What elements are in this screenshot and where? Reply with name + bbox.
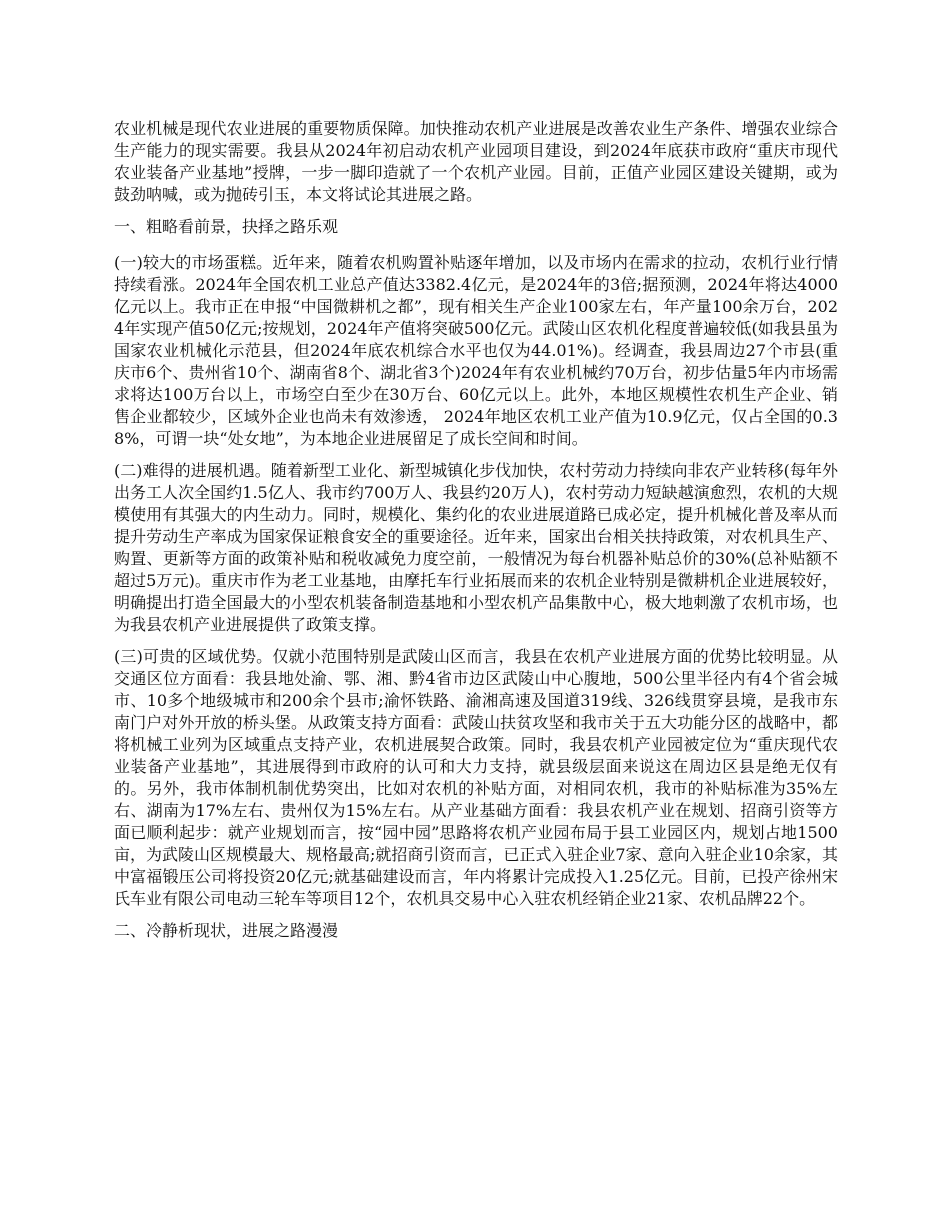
paragraph-regional-advantage: (三)可贵的区域优势。仅就小范围特别是武陵山区而言，我县在农机产业进展方面的优势比较明显。从交通区位方面看：我县地处渝、鄂、湘、黔4省市边区武陵山中心腹地，500公里半径内有4个省会城市、10多个地级城市和200余个县市;渝怀铁路、渝湘高速及国道319线、326线贯穿县境，是我市东南门户对外开放的桥头堡。从政策支持方面看：武陵山扶贫攻坚和我市关于五大功能分区的战略中，都将机械工业列为区域重点支持产业，农机进展契合政策。同时，我县农机产业园被定位为“重庆现代农业装备产业基地”，其进展得到市政府的认可和大力支持，就县级层面来说这在周边区县是绝无仅有的。另外，我市体制机制优势突出，比如对农机的补贴方面，对相同农机，我市的补贴标准为35%左右、湖南为17%左右、贵州仅为15%左右。从产业基础方面看：我县农机产业在规划、招商引资等方面已顺利起步：就产业规划而言，按“园中园”思路将农机产业园布局于县工业园区内，规划占地1500亩，为武陵山区规模最大、规格最高;就招商引资而言，已正式入驻企业7家、意向入驻企业10余家，其中富福锻压公司将投资20亿元;就基础建设而言，年内将累计完成投入1.25亿元。目前，已投产徐州宋氏车业有限公司电动三轮车等项目12个，农机具交易中心入驻农机经销企业21家、农机品牌22个。 [114,647,838,908]
intro-paragraph: 农业机械是现代农业进展的重要物质保障。加快推动农机产业进展是改善农业生产条件、增强农业综合生产能力的现实需要。我县从2024年初启动农机产业园项目建设，到2024年底获市政府“重庆市现代农业装备产业基地”授牌，一步一脚印造就了一个农机产业园。目前，正值产业园区建设关键期，或为鼓劲呐喊，或为抛砖引玉，本文将试论其进展之路。 [114,119,838,204]
section-heading-1: 一、粗略看前景，抉择之路乐观 [114,217,339,236]
paragraph-opportunity: (二)难得的进展机遇。随着新型工业化、新型城镇化步伐加快，农村劳动力持续向非农产业转移(每年外出务工人次全国约1.5亿人、我市约700万人、我县约20万人)，农村劳动力短缺越演愈烈，农机的大规模使用有其强大的内生动力。同时，规模化、集约化的农业进展道路已成必定，提升机械化普及率从而提升劳动生产率成为国家保证粮食安全的重要途径。近年来，国家出台相关扶持政策，对农机具生产、购置、更新等方面的政策补贴和税收减免力度空前，一般情况为每台机器补贴总价的30%(总补贴额不超过5万元)。重庆市作为老工业基地，由摩托车行业拓展而来的农机企业特别是微耕机企业进展较好，明确提出打造全国最大的小型农机装备制造基地和小型农机产品集散中心，极大地刺激了农机市场，也为我县农机产业进展提供了政策支撑。 [114,461,838,634]
section-heading-2: 二、冷静析现状，进展之路漫漫 [114,921,339,940]
document-body [114,118,838,956]
paragraph-market: (一)较大的市场蛋糕。近年来，随着农机购置补贴逐年增加，以及市场内在需求的拉动，农机行业行情持续看涨。2024年全国农机工业总产值达3382.4亿元，是2024年的3倍;据预测，2024年将达4000亿元以上。我市正在申报“中国微耕机之都”，现有相关生产企业100家左右，年产量100余万台，2024年实现产值50亿元;按规划，2024年产值将突破500亿元。武陵山区农机化程度普遍较低(如我县虽为国家农业机械化示范县，但2024年底农机综合水平也仅为44.01%)。经调查，我县周边27个市县(重庆市6个、贵州省10个、湖南省8个、湖北省3个)2024年有农业机械约70万台，初步估量5年内市场需求将达100万台以上，市场空白至少在30万台、60亿元以上。此外，本地区规模性农机生产企业、销售企业都较少，区域外企业也尚未有效渗透， 2024年地区农机工业产值为10.9亿元，仅占全国的0.38%，可谓一块“处女地”，为本地企业进展留足了成长空间和时间。 [114,253,838,448]
